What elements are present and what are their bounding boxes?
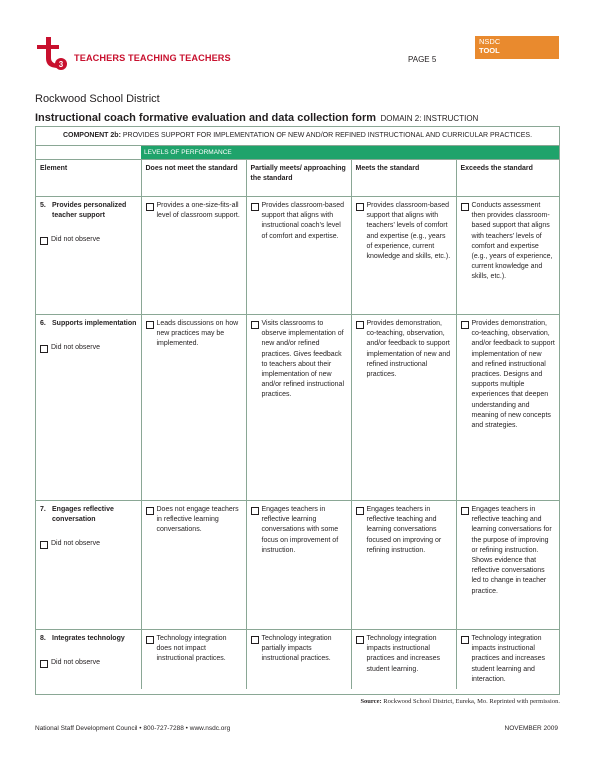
criterion-text: Visits classrooms to observe implementation of new and/or refined practices. Gives feedback to teachers about their implementation of new and/or refined instructional practices. — [261, 320, 344, 399]
source-label: Source: — [360, 698, 382, 705]
col-header-partially-meets: Partially meets/ approaching the standard — [246, 160, 351, 197]
criterion-text: Engages teachers in reflective teaching and learning conversations for the purpose of improving or refining instruction. Shows evidence that reflective conversations led to change in teacher practice. — [471, 506, 552, 595]
brand-title: TEACHERS TEACHING TEACHERS — [74, 53, 231, 63]
element-cell — [36, 197, 141, 315]
component-label: COMPONENT 2b: — [62, 132, 121, 139]
criterion-text: Technology integration impacts instructional practices and increases student learning and interaction. — [471, 635, 546, 683]
rubric-cell — [246, 630, 351, 690]
criterion-text: Provides demonstration, co-teaching, observation, and/or feedback to support implementation of new and refined instructional practices. Designs and supports multiple experiences that deepen understanding and meaning of new concepts and strategies. — [471, 320, 555, 430]
footer-date: NOVEMBER 2009 — [504, 725, 558, 732]
checkbox[interactable] — [146, 507, 154, 515]
element-title: Engages reflective conversation — [52, 506, 114, 524]
criterion-text: Technology integration partially impacts instructional practices. — [261, 635, 332, 663]
t3-logo — [34, 34, 72, 72]
rubric-cell — [246, 315, 351, 501]
rubric-cell — [246, 501, 351, 630]
rubric-cell — [456, 501, 559, 630]
svg-text:3: 3 — [58, 60, 64, 69]
checkbox[interactable] — [461, 203, 469, 211]
criterion-text: Provides classroom-based support that aligns with instructional coach’s level of comfort and expertise. — [261, 202, 344, 240]
source-note — [360, 698, 560, 705]
component-heading — [36, 127, 559, 146]
element-name — [40, 634, 137, 644]
element-name — [40, 505, 137, 525]
rubric-cell — [351, 630, 456, 690]
checkbox[interactable] — [461, 321, 469, 329]
source-text: Rockwood School District, Eureka, Mo. Reprinted with permission. — [383, 698, 560, 705]
nsdc-label: NSDC — [479, 37, 501, 46]
evaluation-form — [35, 126, 560, 695]
table-row — [36, 630, 559, 690]
element-cell — [36, 501, 141, 630]
checkbox[interactable] — [146, 203, 154, 211]
did-not-observe — [40, 658, 137, 668]
checkbox[interactable] — [40, 237, 48, 245]
checkbox[interactable] — [251, 636, 259, 644]
element-number: 7. — [40, 506, 46, 513]
table-row — [36, 197, 559, 315]
element-cell — [36, 630, 141, 690]
checkbox[interactable] — [461, 507, 469, 515]
element-name — [40, 201, 137, 221]
footer-contact: National Staff Development Council • 800-727-7288 • www.nsdc.org — [35, 725, 231, 732]
criterion-text: Does not engage teachers in reflective learning conversations. — [156, 506, 239, 534]
rubric-cell — [456, 197, 559, 315]
rubric-cell — [246, 197, 351, 315]
rubric-cell — [141, 630, 246, 690]
did-not-observe — [40, 235, 137, 245]
criterion-text: Provides classroom-based support that aligns with teachers’ levels of comfort and expertise (e.g., years of experience, current knowledge and skills, etc.). — [366, 202, 451, 261]
element-cell — [36, 315, 141, 501]
checkbox[interactable] — [40, 541, 48, 549]
form-title-main: Instructional coach formative evaluation and data collection form — [35, 112, 377, 124]
header-row — [36, 160, 559, 197]
did-not-observe-label: Did not observe — [51, 344, 101, 352]
element-title: Supports implementation — [52, 320, 137, 327]
nsdc-tool-badge — [475, 36, 559, 59]
did-not-observe-label: Did not observe — [51, 540, 101, 548]
page-number: PAGE 5 — [408, 55, 437, 64]
checkbox[interactable] — [356, 636, 364, 644]
district-name: Rockwood School District — [35, 93, 160, 105]
col-header-meets: Meets the standard — [351, 160, 456, 197]
checkbox[interactable] — [356, 321, 364, 329]
form-title — [35, 108, 478, 126]
checkbox[interactable] — [251, 203, 259, 211]
levels-of-performance-bar: LEVELS OF PERFORMANCE — [141, 146, 559, 159]
criterion-text: Provides demonstration, co-teaching, observation, and/or feedback to support implementation of new and refined instructional practices. — [366, 320, 451, 379]
rubric-cell — [141, 315, 246, 501]
criterion-text: Conducts assessment then provides classroom-based support that aligns with teachers’ levels of comfort and expertise (e.g., years of experience, current knowledge and skills, etc.). — [471, 202, 553, 281]
criterion-text: Leads discussions on how new practices may be implemented. — [156, 320, 239, 348]
criterion-text: Technology integration does not impact instructional practices. — [156, 635, 227, 663]
checkbox[interactable] — [461, 636, 469, 644]
element-number: 8. — [40, 635, 46, 642]
col-header-exceeds: Exceeds the standard — [456, 160, 559, 197]
did-not-observe-label: Did not observe — [51, 236, 101, 244]
checkbox[interactable] — [40, 660, 48, 668]
levels-row — [36, 146, 559, 159]
rubric-cell — [456, 315, 559, 501]
criterion-text: Provides a one-size-fits-all level of classroom support. — [156, 202, 240, 220]
checkbox[interactable] — [356, 507, 364, 515]
rubric-cell — [351, 501, 456, 630]
checkbox[interactable] — [251, 321, 259, 329]
component-text: PROVIDES SUPPORT FOR IMPLEMENTATION OF NEW AND/OR REFINED INSTRUCTIONAL AND CURRICULAR PRACTICES. — [122, 132, 533, 139]
form-domain: DOMAIN 2: INSTRUCTION — [380, 114, 479, 123]
rubric-cell — [351, 197, 456, 315]
checkbox[interactable] — [356, 203, 364, 211]
did-not-observe — [40, 343, 137, 353]
col-header-does-not-meet: Does not meet the standard — [141, 160, 246, 197]
criterion-text: Technology integration impacts instructional practices and increases student learning. — [366, 635, 441, 673]
checkbox[interactable] — [146, 321, 154, 329]
rubric-cell — [351, 315, 456, 501]
element-number: 6. — [40, 320, 46, 327]
element-title: Provides personalized teacher support — [52, 202, 127, 220]
table-row — [36, 315, 559, 501]
checkbox[interactable] — [40, 345, 48, 353]
tool-label: TOOL — [479, 45, 500, 55]
checkbox[interactable] — [146, 636, 154, 644]
criterion-text: Engages teachers in reflective teaching and learning conversations focused on improving or refining instruction. — [366, 506, 442, 554]
criterion-text: Engages teachers in reflective learning conversations with some focus on improvement of instruction. — [261, 506, 339, 554]
element-number: 5. — [40, 202, 46, 209]
did-not-observe — [40, 539, 137, 549]
rubric-cell — [141, 501, 246, 630]
table-row — [36, 501, 559, 630]
rubric-cell — [141, 197, 246, 315]
col-header-element: Element — [36, 160, 141, 197]
element-title: Integrates technology — [52, 635, 125, 642]
rubric-cell — [456, 630, 559, 690]
rubric-table — [36, 159, 559, 689]
element-name — [40, 319, 137, 329]
checkbox[interactable] — [251, 507, 259, 515]
did-not-observe-label: Did not observe — [51, 659, 101, 667]
